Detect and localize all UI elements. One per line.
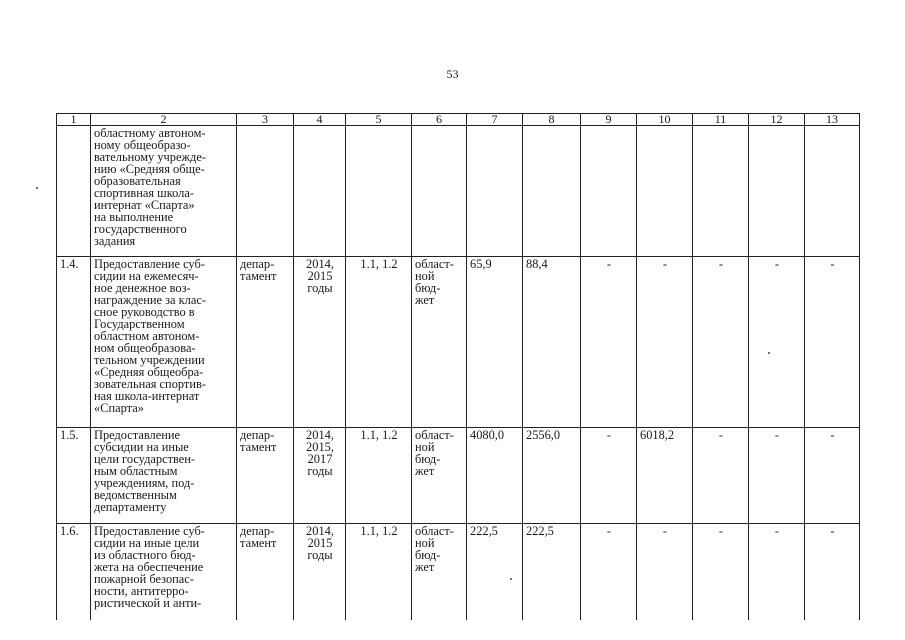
header-cell: 6 (412, 114, 467, 126)
program-table (56, 113, 860, 634)
scan-speck (510, 578, 512, 580)
value-cell-8: 2556,0 (523, 428, 581, 524)
value-cell (749, 126, 805, 257)
row-number-cell (57, 126, 91, 257)
source-cell (412, 126, 467, 257)
header-cell: 9 (581, 114, 637, 126)
page-bottom-margin (0, 620, 905, 640)
row-number-cell: 1.5. (57, 428, 91, 524)
value-cell-7: 222,5 (467, 524, 523, 634)
measure-name-cell: областному автоном- ному общеобразо- вательному учрежде- нию «Средняя обще- образовательная спортивная школа- интернат «Спарта» на выполнение государственного задания (91, 126, 237, 257)
header-cell: 4 (294, 114, 346, 126)
source-cell: област- ной бюд- жет (412, 524, 467, 634)
header-cell: 12 (749, 114, 805, 126)
value-cell-10: 6018,2 (637, 428, 693, 524)
indicator-cell (346, 126, 412, 257)
value-cell-8: 88,4 (523, 257, 581, 428)
value-cell-10: - (637, 257, 693, 428)
executor-cell: депар- тамент (237, 524, 294, 634)
table-row (57, 428, 860, 524)
value-cell (467, 126, 523, 257)
source-cell: област- ной бюд- жет (412, 428, 467, 524)
scan-speck (768, 352, 770, 354)
header-cell: 10 (637, 114, 693, 126)
value-cell-12: - (749, 524, 805, 634)
table-row (57, 257, 860, 428)
measure-name-cell: Предоставление субсидии на иные цели государствен- ным областным учреждениям, под- ведомственным департаменту (91, 428, 237, 524)
value-cell (581, 126, 637, 257)
header-cell: 1 (57, 114, 91, 126)
executor-cell: депар- тамент (237, 428, 294, 524)
years-cell: 2014, 2015, 2017 годы (294, 428, 346, 524)
value-cell-11: - (693, 428, 749, 524)
scan-speck (36, 187, 38, 189)
header-cell: 13 (805, 114, 860, 126)
value-cell-12: - (749, 428, 805, 524)
header-cell: 7 (467, 114, 523, 126)
value-cell-9: - (581, 524, 637, 634)
value-cell (637, 126, 693, 257)
source-cell: област- ной бюд- жет (412, 257, 467, 428)
value-cell-10: - (637, 524, 693, 634)
page-number: 53 (446, 67, 459, 81)
row-number-cell: 1.4. (57, 257, 91, 428)
header-row (57, 114, 860, 126)
years-cell (294, 126, 346, 257)
row-number-cell: 1.6. (57, 524, 91, 634)
value-cell (523, 126, 581, 257)
value-cell-11: - (693, 257, 749, 428)
value-cell-7: 4080,0 (467, 428, 523, 524)
years-cell: 2014, 2015 годы (294, 524, 346, 634)
table-row-continuation (57, 126, 860, 257)
measure-name-cell: Предоставление суб- сидии на ежемесяч- ное денежное воз- награждение за клас- сное руководство в Государственном областном автоном- ном общеобразова- тельном учреждении «Средняя общеобра- зовательная спортив- ная школа-интернат «Спарта» (91, 257, 237, 428)
indicator-cell: 1.1, 1.2 (346, 257, 412, 428)
header-cell: 5 (346, 114, 412, 126)
executor-cell: депар- тамент (237, 257, 294, 428)
value-cell-13: - (805, 428, 860, 524)
value-cell-9: - (581, 257, 637, 428)
value-cell-8: 222,5 (523, 524, 581, 634)
years-cell: 2014, 2015 годы (294, 257, 346, 428)
value-cell-7: 65,9 (467, 257, 523, 428)
header-cell: 8 (523, 114, 581, 126)
executor-cell (237, 126, 294, 257)
value-cell-13: - (805, 524, 860, 634)
value-cell (693, 126, 749, 257)
header-cell: 2 (91, 114, 237, 126)
header-cell: 3 (237, 114, 294, 126)
table-row (57, 524, 860, 634)
value-cell-13: - (805, 257, 860, 428)
value-cell-11: - (693, 524, 749, 634)
indicator-cell: 1.1, 1.2 (346, 524, 412, 634)
indicator-cell: 1.1, 1.2 (346, 428, 412, 524)
value-cell (805, 126, 860, 257)
header-cell: 11 (693, 114, 749, 126)
value-cell-9: - (581, 428, 637, 524)
measure-name-cell: Предоставление суб- сидии на иные цели из областного бюд- жета на обеспечение пожарной безопас- ности, антитерро- ристической и анти- (91, 524, 237, 634)
value-cell-12: - (749, 257, 805, 428)
